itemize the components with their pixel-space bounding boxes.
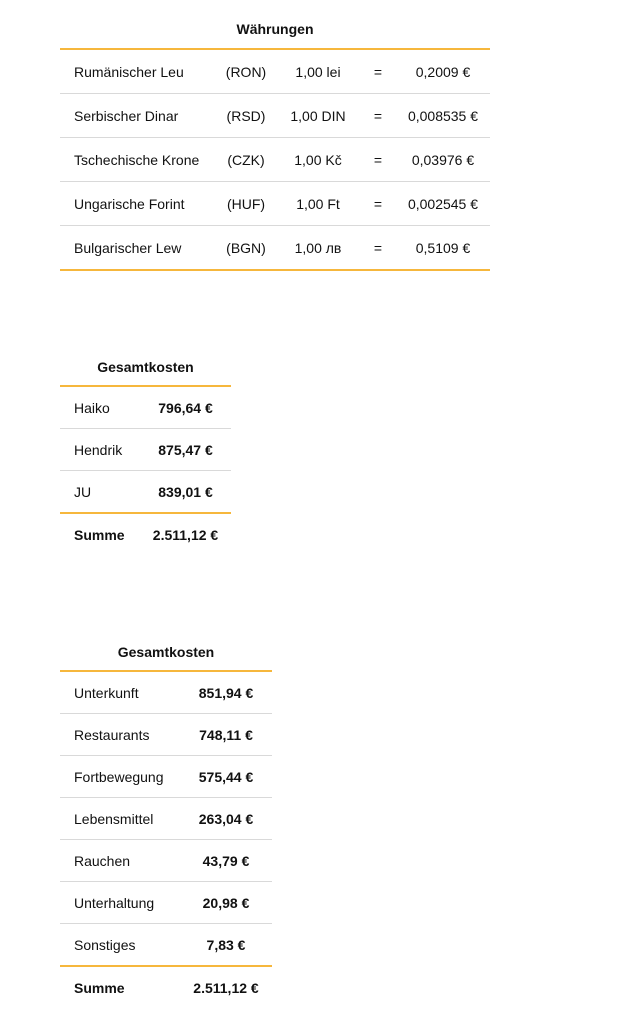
currency-amount: 1,00 Ft xyxy=(276,182,360,226)
equals-sign: = xyxy=(360,138,396,182)
category-name: Lebensmittel xyxy=(60,798,180,840)
currency-rate: 0,002545 € xyxy=(396,182,490,226)
currency-code: (BGN) xyxy=(216,226,276,271)
currency-rate: 0,03976 € xyxy=(396,138,490,182)
table-row xyxy=(60,756,272,798)
equals-sign: = xyxy=(360,49,396,94)
currency-table xyxy=(60,48,490,271)
person-total: 796,64 € xyxy=(140,386,231,429)
person-name: Haiko xyxy=(60,386,140,429)
person-totals-block xyxy=(60,357,231,555)
table-row xyxy=(60,840,272,882)
category-name: Fortbewegung xyxy=(60,756,180,798)
currency-rate: 0,5109 € xyxy=(396,226,490,271)
currency-rate: 0,008535 € xyxy=(396,94,490,138)
currency-name: Serbischer Dinar xyxy=(60,94,216,138)
table-row xyxy=(60,671,272,714)
sum-label: Summe xyxy=(74,979,125,996)
person-totals-title: Gesamtkosten xyxy=(97,359,194,375)
table-row xyxy=(60,182,490,226)
table-row xyxy=(60,429,231,471)
category-total: 851,94 € xyxy=(180,671,272,714)
currency-code: (RSD) xyxy=(216,94,276,138)
person-total: 839,01 € xyxy=(140,471,231,514)
currency-amount: 1,00 лв xyxy=(276,226,360,271)
category-total: 263,04 € xyxy=(180,798,272,840)
category-name: Restaurants xyxy=(60,714,180,756)
table-row xyxy=(60,714,272,756)
equals-sign: = xyxy=(360,226,396,271)
person-name: JU xyxy=(60,471,140,514)
category-name: Sonstiges xyxy=(60,924,180,967)
table-row xyxy=(60,138,490,182)
sum-value: 2.511,12 € xyxy=(193,979,259,996)
category-name: Unterhaltung xyxy=(60,882,180,924)
currency-amount: 1,00 lei xyxy=(276,49,360,94)
table-row xyxy=(60,471,231,514)
category-total: 7,83 € xyxy=(180,924,272,967)
category-totals-table xyxy=(60,670,272,1008)
sum-label: Summe xyxy=(74,526,125,543)
currency-name: Bulgarischer Lew xyxy=(60,226,216,271)
category-name: Rauchen xyxy=(60,840,180,882)
person-name: Hendrik xyxy=(60,429,140,471)
sum-value: 2.511,12 € xyxy=(152,526,219,543)
category-totals-title: Gesamtkosten xyxy=(117,644,215,660)
sum-row xyxy=(60,513,231,555)
currency-rate: 0,2009 € xyxy=(396,49,490,94)
currency-amount: 1,00 DIN xyxy=(276,94,360,138)
sum-row xyxy=(60,966,272,1008)
table-row xyxy=(60,94,490,138)
category-total: 20,98 € xyxy=(180,882,272,924)
currency-amount: 1,00 Kč xyxy=(276,138,360,182)
currency-code: (HUF) xyxy=(216,182,276,226)
person-total: 875,47 € xyxy=(140,429,231,471)
currency-code: (RON) xyxy=(216,49,276,94)
table-row xyxy=(60,386,231,429)
currency-name: Rumänischer Leu xyxy=(60,49,216,94)
table-row xyxy=(60,226,490,271)
currency-table-block xyxy=(60,19,490,271)
category-total: 748,11 € xyxy=(180,714,272,756)
currency-name: Tschechische Krone xyxy=(60,138,216,182)
table-row xyxy=(60,924,272,967)
table-row xyxy=(60,882,272,924)
equals-sign: = xyxy=(360,182,396,226)
currency-name: Ungarische Forint xyxy=(60,182,216,226)
table-row xyxy=(60,798,272,840)
category-total: 43,79 € xyxy=(180,840,272,882)
person-totals-table xyxy=(60,385,231,555)
currency-code: (CZK) xyxy=(216,138,276,182)
currency-table-title: Währungen xyxy=(236,21,314,37)
category-name: Unterkunft xyxy=(60,671,180,714)
category-totals-block xyxy=(60,642,272,1008)
table-row xyxy=(60,49,490,94)
equals-sign: = xyxy=(360,94,396,138)
category-total: 575,44 € xyxy=(180,756,272,798)
